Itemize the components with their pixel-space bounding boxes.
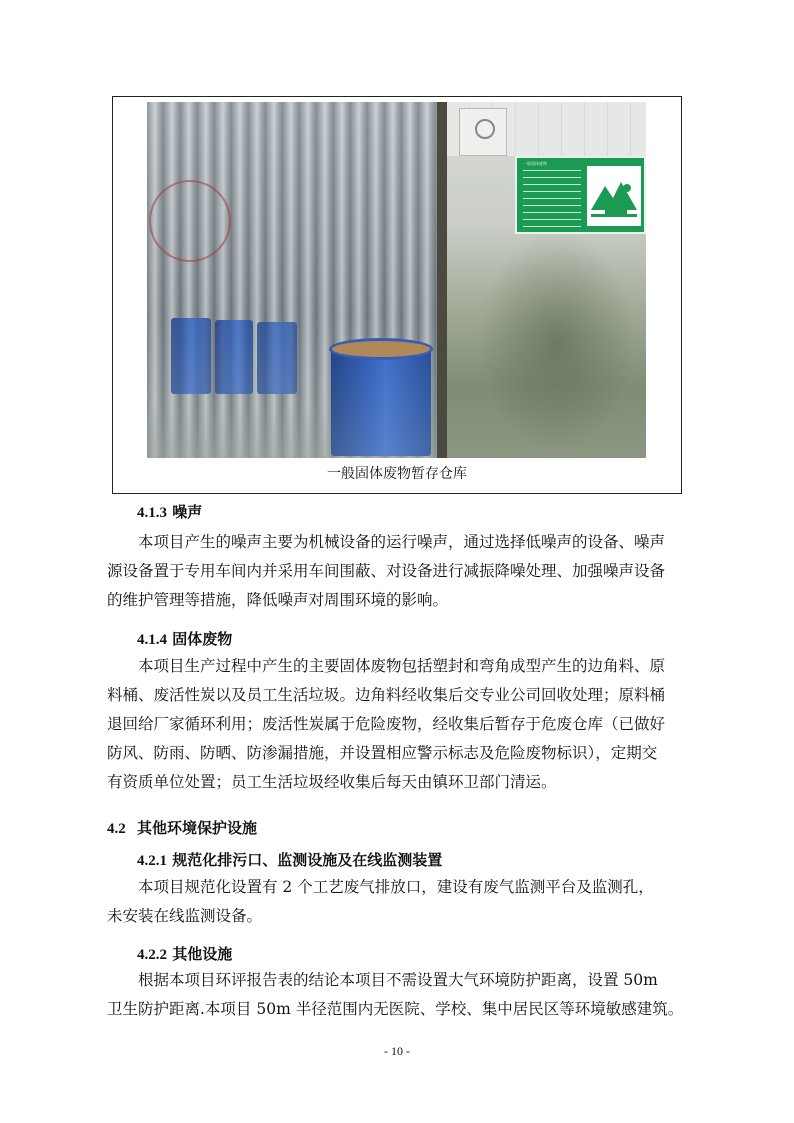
paragraph-line: 卫生防护距离.本项目 50m 半径范围内无医院、学校、集中居民区等环境敏感建筑。	[107, 1000, 684, 1018]
paragraph-line: 源设备置于专用车间内并采用车间围蔽、对设备进行减振降噪处理、加强噪声设备	[107, 562, 666, 580]
heading-number: 4.1.4	[137, 632, 167, 648]
heading-title: 规范化排污口、监测设施及在线监测装置	[172, 851, 443, 869]
wall-switch-icon	[459, 108, 507, 156]
door-edge	[437, 102, 447, 458]
heading-title: 噪声	[172, 503, 203, 521]
paragraph-line: 根据本项目环评报告表的结论本项目不需设置大气环境防护距离，设置 50m	[138, 971, 658, 989]
sign-text-lines	[523, 170, 581, 228]
paragraph-line: 有资质单位处置；员工生活垃圾经收集后每天由镇环卫部门清运。	[107, 773, 557, 791]
heading-number: 4.2	[107, 821, 126, 837]
heading-number: 4.2.1	[137, 853, 167, 869]
paragraph-other-facilities	[107, 966, 687, 1024]
photo-wall-stain	[477, 232, 637, 452]
heading-title: 其他设施	[172, 945, 233, 963]
waste-pictogram-icon	[587, 166, 641, 226]
figure-caption: 一般固体废物暂存仓库	[327, 466, 467, 482]
heading-4-2	[107, 817, 257, 838]
sign-title: 一般固体废物	[523, 161, 547, 166]
paragraph-noise	[107, 528, 687, 615]
paragraph-line: 防风、防雨、防晒、防渗漏措施，并设置相应警示标志及危险废物标识），定期交	[107, 744, 658, 762]
paragraph-line: 本项目规范化设置有 2 个工艺废气排放口，建设有废气监测平台及监测孔，	[138, 878, 654, 896]
page-number: - 10 -	[384, 1044, 410, 1058]
heading-title: 其他环境保护设施	[136, 819, 257, 837]
paragraph-solid-waste	[107, 652, 687, 797]
paragraph-line: 料桶、废活性炭以及员工生活垃圾。边角料经收集后交专业公司回收处理；原料桶	[107, 686, 666, 704]
paragraph-line: 的维护管理等措施，降低噪声对周围环境的影响。	[107, 591, 449, 609]
heading-number: 4.1.3	[137, 505, 167, 521]
paragraph-line: 退回给厂家循环利用；废活性炭属于危险废物，经收集后暂存于危废仓库（已做好	[107, 715, 666, 733]
stamp-seal	[149, 180, 231, 262]
warehouse-photo	[147, 102, 646, 458]
heading-number: 4.2.2	[137, 947, 167, 963]
heading-4-1-4	[137, 628, 232, 649]
door-shade	[147, 102, 443, 458]
heading-4-2-2	[137, 943, 232, 964]
paragraph-line: 本项目产生的噪声主要为机械设备的运行噪声，通过选择低噪声的设备、噪声	[138, 533, 666, 551]
heading-4-1-3	[137, 501, 202, 522]
solid-waste-sign	[515, 156, 646, 234]
paragraph-line: 未安装在线监测设备。	[107, 907, 263, 925]
heading-4-2-1	[137, 849, 442, 870]
paragraph-line: 本项目生产过程中产生的主要固体废物包括塑封和弯角成型产生的边角料、原	[138, 657, 666, 675]
paragraph-outlets	[107, 873, 687, 931]
heading-title: 固体废物	[172, 630, 233, 648]
